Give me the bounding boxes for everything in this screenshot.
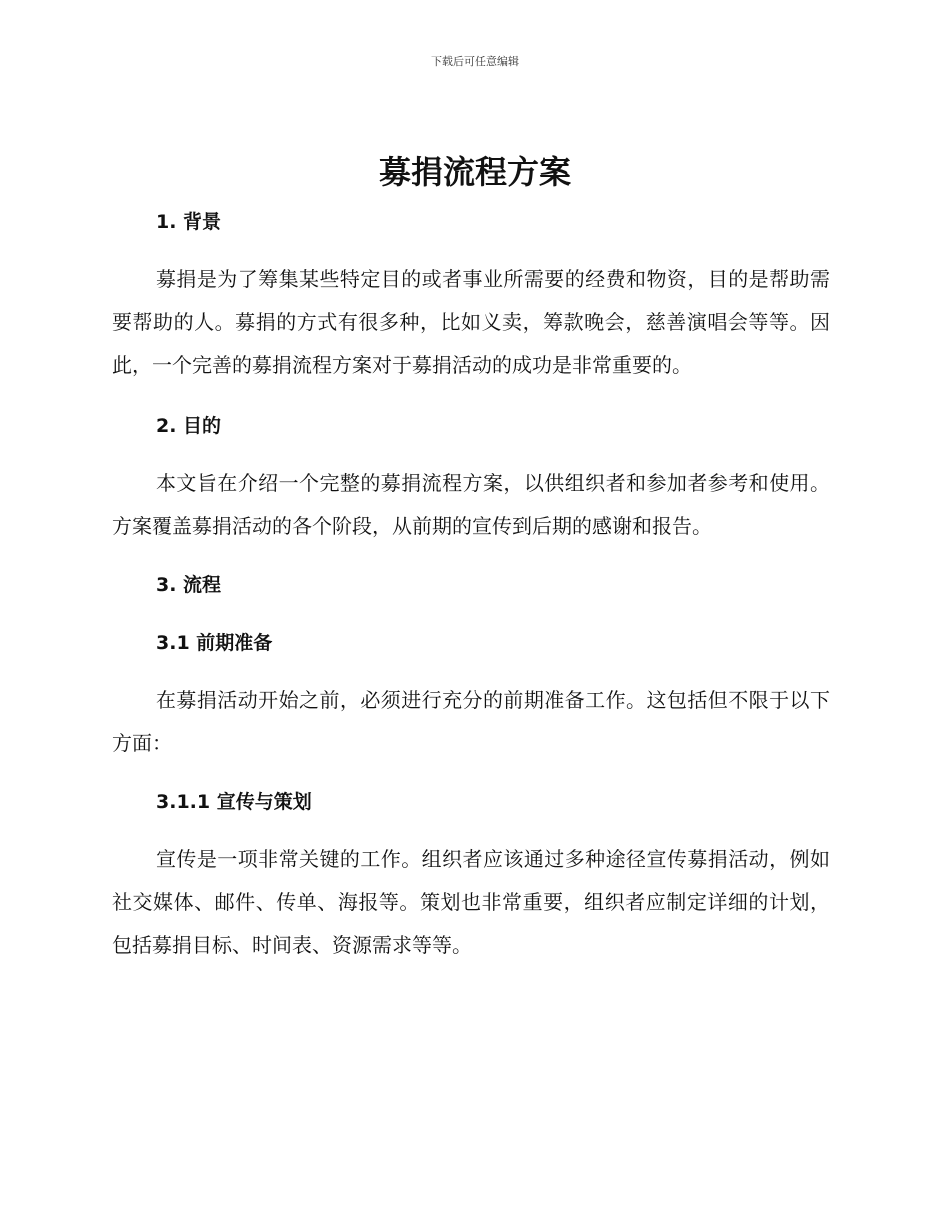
section-paragraph-purpose: 本文旨在介绍一个完整的募捐流程方案，以供组织者和参加者参考和使用。方案覆盖募捐活动的各个阶段，从前期的宣传到后期的感谢和报告。 [112,471,830,538]
page-header: 下载后可任意编辑 [431,55,519,68]
section-heading-preparation: 3.1 前期准备 [156,632,273,654]
section-heading-promotion: 3.1.1 宣传与策划 [156,791,312,813]
document-title: 募捐流程方案 [378,153,571,191]
section-paragraph-background: 募捐是为了筹集某些特定目的或者事业所需要的经费和物资，目的是帮助需要帮助的人。募捐的方式有很多种，比如义卖，筹款晚会，慈善演唱会等等。因此，一个完善的募捐流程方案对于募捐活动的成功是非常重要的。 [112,267,830,377]
section-heading-process: 3. 流程 [156,574,222,596]
section-heading-background: 1. 背景 [156,211,222,233]
section-paragraph-promotion: 宣传是一项非常关键的工作。组织者应该通过多种途径宣传募捐活动，例如社交媒体、邮件、传单、海报等。策划也非常重要，组织者应制定详细的计划，包括募捐目标、时间表、资源需求等等。 [112,847,830,957]
section-heading-purpose: 2. 目的 [156,415,222,437]
section-paragraph-preparation: 在募捐活动开始之前，必须进行充分的前期准备工作。这包括但不限于以下方面： [112,688,830,755]
